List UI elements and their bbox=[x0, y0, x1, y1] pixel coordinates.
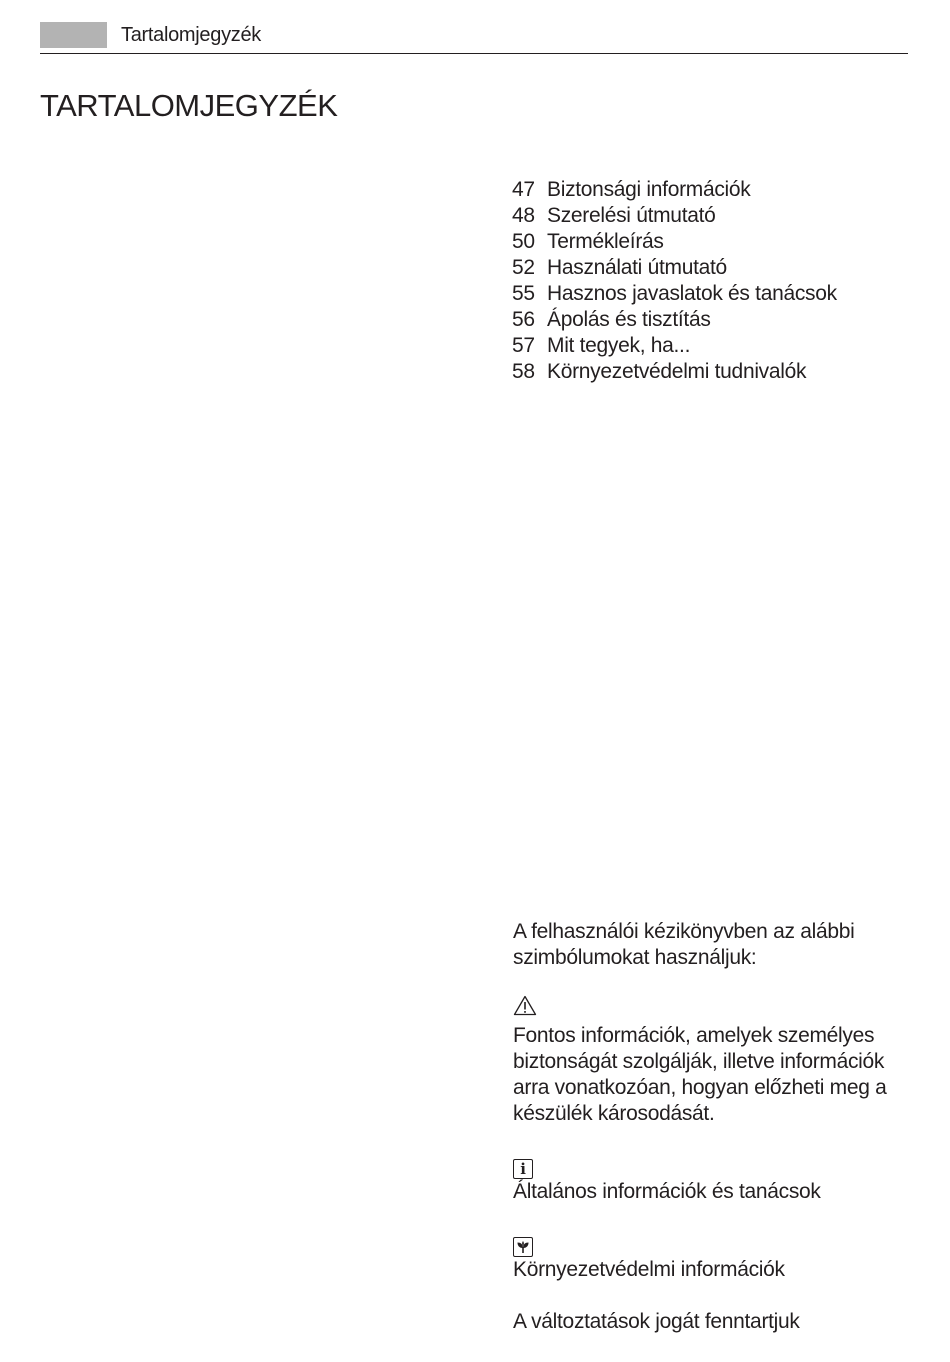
warning-description-line: készülék károsodását. bbox=[513, 1102, 715, 1125]
toc-label: Hasznos javaslatok és tanácsok bbox=[547, 282, 837, 305]
toc-label: Szerelési útmutató bbox=[547, 204, 716, 227]
toc-page-number: 58 bbox=[512, 360, 535, 383]
header-gray-bar bbox=[40, 22, 107, 48]
toc-item[interactable] bbox=[512, 333, 837, 359]
toc-item[interactable] bbox=[512, 203, 837, 229]
toc-item[interactable] bbox=[512, 229, 837, 255]
toc-page-number: 57 bbox=[512, 334, 535, 357]
toc-item[interactable] bbox=[512, 255, 837, 281]
toc-item[interactable] bbox=[512, 359, 837, 385]
symbol-legend bbox=[513, 919, 893, 1335]
page-title: TARTALOMJEGYZÉK bbox=[40, 88, 338, 123]
toc-page-number: 50 bbox=[512, 230, 535, 253]
toc-page-number: 52 bbox=[512, 256, 535, 279]
toc-label: Használati útmutató bbox=[547, 256, 727, 279]
warning-description-line: arra vonatkozóan, hogyan előzheti meg a bbox=[513, 1076, 887, 1099]
toc-label: Környezetvédelmi tudnivalók bbox=[547, 360, 807, 383]
legend-intro-line: szimbólumokat használjuk: bbox=[513, 946, 757, 969]
toc-label: Biztonsági információk bbox=[547, 178, 751, 201]
toc-label: Termékleírás bbox=[547, 230, 664, 253]
environment-description: Környezetvédelmi információk bbox=[513, 1258, 785, 1281]
table-of-contents bbox=[512, 177, 837, 385]
toc-page-number: 48 bbox=[512, 204, 535, 227]
toc-label: Mit tegyek, ha... bbox=[547, 334, 691, 357]
info-description: Általános információk és tanácsok bbox=[513, 1180, 821, 1203]
header-title: Tartalomjegyzék bbox=[121, 24, 262, 46]
environment-icon bbox=[513, 1237, 533, 1257]
toc-item[interactable] bbox=[512, 307, 837, 333]
toc-item[interactable] bbox=[512, 177, 837, 203]
header-divider bbox=[40, 53, 908, 54]
rights-reserved-note: A változtatások jogát fenntartjuk bbox=[513, 1310, 800, 1333]
warning-description-line: Fontos információk, amelyek személyes bbox=[513, 1024, 875, 1047]
warning-triangle-icon bbox=[513, 995, 537, 1023]
toc-page-number: 55 bbox=[512, 282, 535, 305]
toc-label: Ápolás és tisztítás bbox=[547, 308, 711, 331]
info-icon: i bbox=[513, 1159, 533, 1179]
toc-page-number: 56 bbox=[512, 308, 535, 331]
warning-description-line: biztonságát szolgálják, illetve információk bbox=[513, 1050, 885, 1073]
legend-intro-line: A felhasználói kézikönyvben az alábbi bbox=[513, 920, 855, 943]
toc-item[interactable] bbox=[512, 281, 837, 307]
toc-page-number: 47 bbox=[512, 178, 535, 201]
